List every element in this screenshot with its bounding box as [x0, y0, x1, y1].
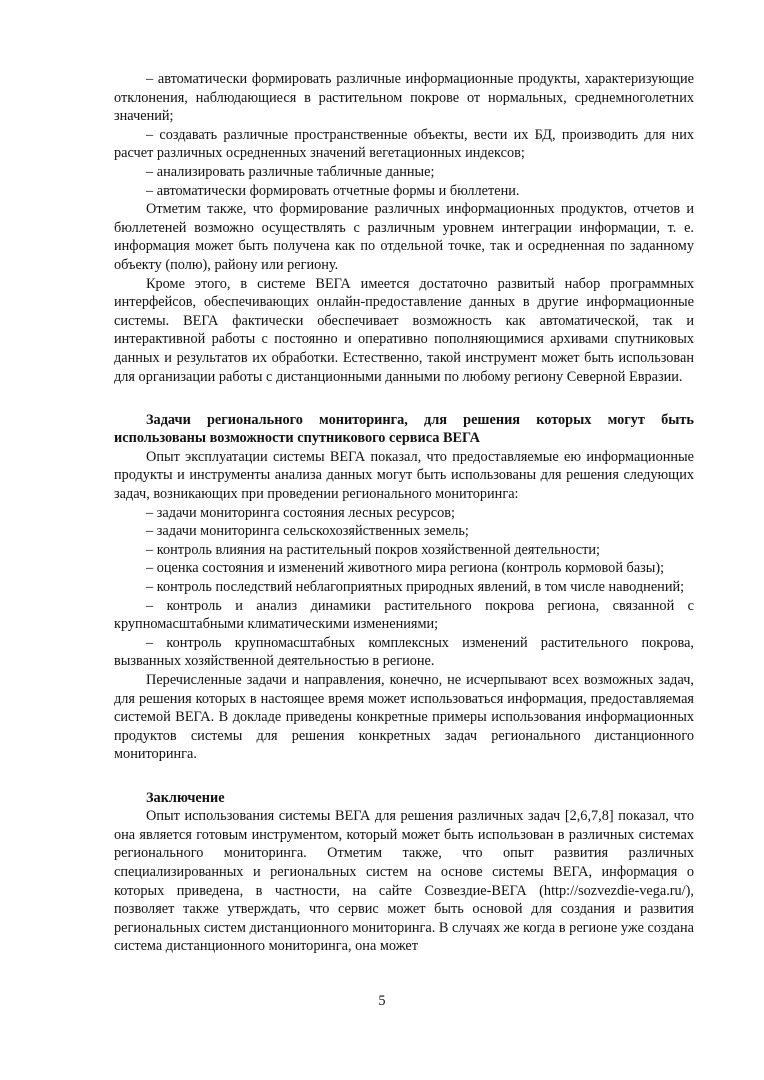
spacer	[114, 764, 694, 783]
spacer	[114, 386, 694, 405]
list-item: – контроль и анализ динамики растительного покрова региона, связанной с крупномасштабными климатическими изменениями;	[114, 597, 694, 633]
paragraph: Кроме этого, в системе ВЕГА имеется достаточно развитый набор программных интерфейсов, обеспечивающих онлайн-предоставление данных в другие информационные системы. ВЕГА фактически обеспечивает возможность как автоматической, так и интерактивной работы с постоянно и оперативно пополняющимися архивами спутниковых данных и результатов их обработки. Естественно, такой инструмент может быть использован для организации работы с дистанционными данными по любому региону Северной Евразии.	[114, 275, 694, 385]
paragraph: Опыт использования системы ВЕГА для решения различных задач [2,6,7,8] показал, что она является готовым инструментом, который может быть использован в различных системах регионального мониторинга. Отметим также, что опыт развития различных специализированных и региональных систем на основе системы ВЕГА, информация о которых приведена, в частности, на сайте Созвездие-ВЕГА (http://sozvezdie-vega.ru/), позволяет также утверждать, что сервис может быть основой для создания и развития региональных систем дистанционного мониторинга. В случаях же когда в регионе уже создана система дистанционного мониторинга, она может	[114, 808, 694, 955]
list-item: – контроль последствий неблагоприятных природных явлений, в том числе наводнений;	[146, 579, 685, 596]
paragraph: Отметим также, что формирование различных информационных продуктов, отчетов и бюллетеней возможно осуществлять с различным уровнем интеграции информации, т. е. информация может быть получена как по отдельной точке, так и осредненная по заданному объекту (полю), району или региону.	[114, 201, 694, 273]
document-page	[114, 70, 694, 956]
section-heading: Заключение	[146, 789, 225, 806]
list-item: – анализировать различные табличные данные;	[146, 163, 435, 180]
section-heading: Задачи регионального мониторинга, для решения которых могут быть использованы возможности спутникового сервиса ВЕГА	[114, 411, 694, 447]
paragraph: Перечисленные задачи и направления, конечно, не исчерпывают всех возможных задач, для решения которых в настоящее время может использоваться информация, предоставляемая системой ВЕГА. В докладе приведены конкретные примеры использования информационных продуктов системы для решения конкретных задач регионального дистанционного мониторинга.	[114, 672, 694, 763]
list-item: – оценка состояния и изменений животного мира региона (контроль кормовой базы);	[146, 560, 665, 577]
list-item: – контроль влияния на растительный покров хозяйственной деятельности;	[146, 541, 601, 558]
list-item: – контроль крупномасштабных комплексных изменений растительного покрова, вызванных хозяйственной деятельностью в регионе.	[114, 634, 694, 670]
list-item: – автоматически формировать различные информационные продукты, характеризующие отклонения, наблюдающиеся в растительном покрове от нормальных, среднемноголетних значений;	[114, 71, 694, 125]
list-item: – автоматически формировать отчетные формы и бюллетени.	[146, 182, 520, 199]
list-item: – создавать различные пространственные объекты, вести их БД, производить для них расчет различных осредненных значений вегетационных индексов;	[114, 126, 694, 162]
page-number: 5	[378, 993, 386, 1009]
list-item: – задачи мониторинга состояния лесных ресурсов;	[146, 504, 455, 521]
list-item: – задачи мониторинга сельскохозяйственных земель;	[146, 523, 469, 540]
paragraph: Опыт эксплуатации системы ВЕГА показал, что предоставляемые ею информационные продукты и инструменты анализа данных могут быть использованы для решения следующих задач, возникающих при проведении регионального мониторинга:	[114, 448, 694, 503]
